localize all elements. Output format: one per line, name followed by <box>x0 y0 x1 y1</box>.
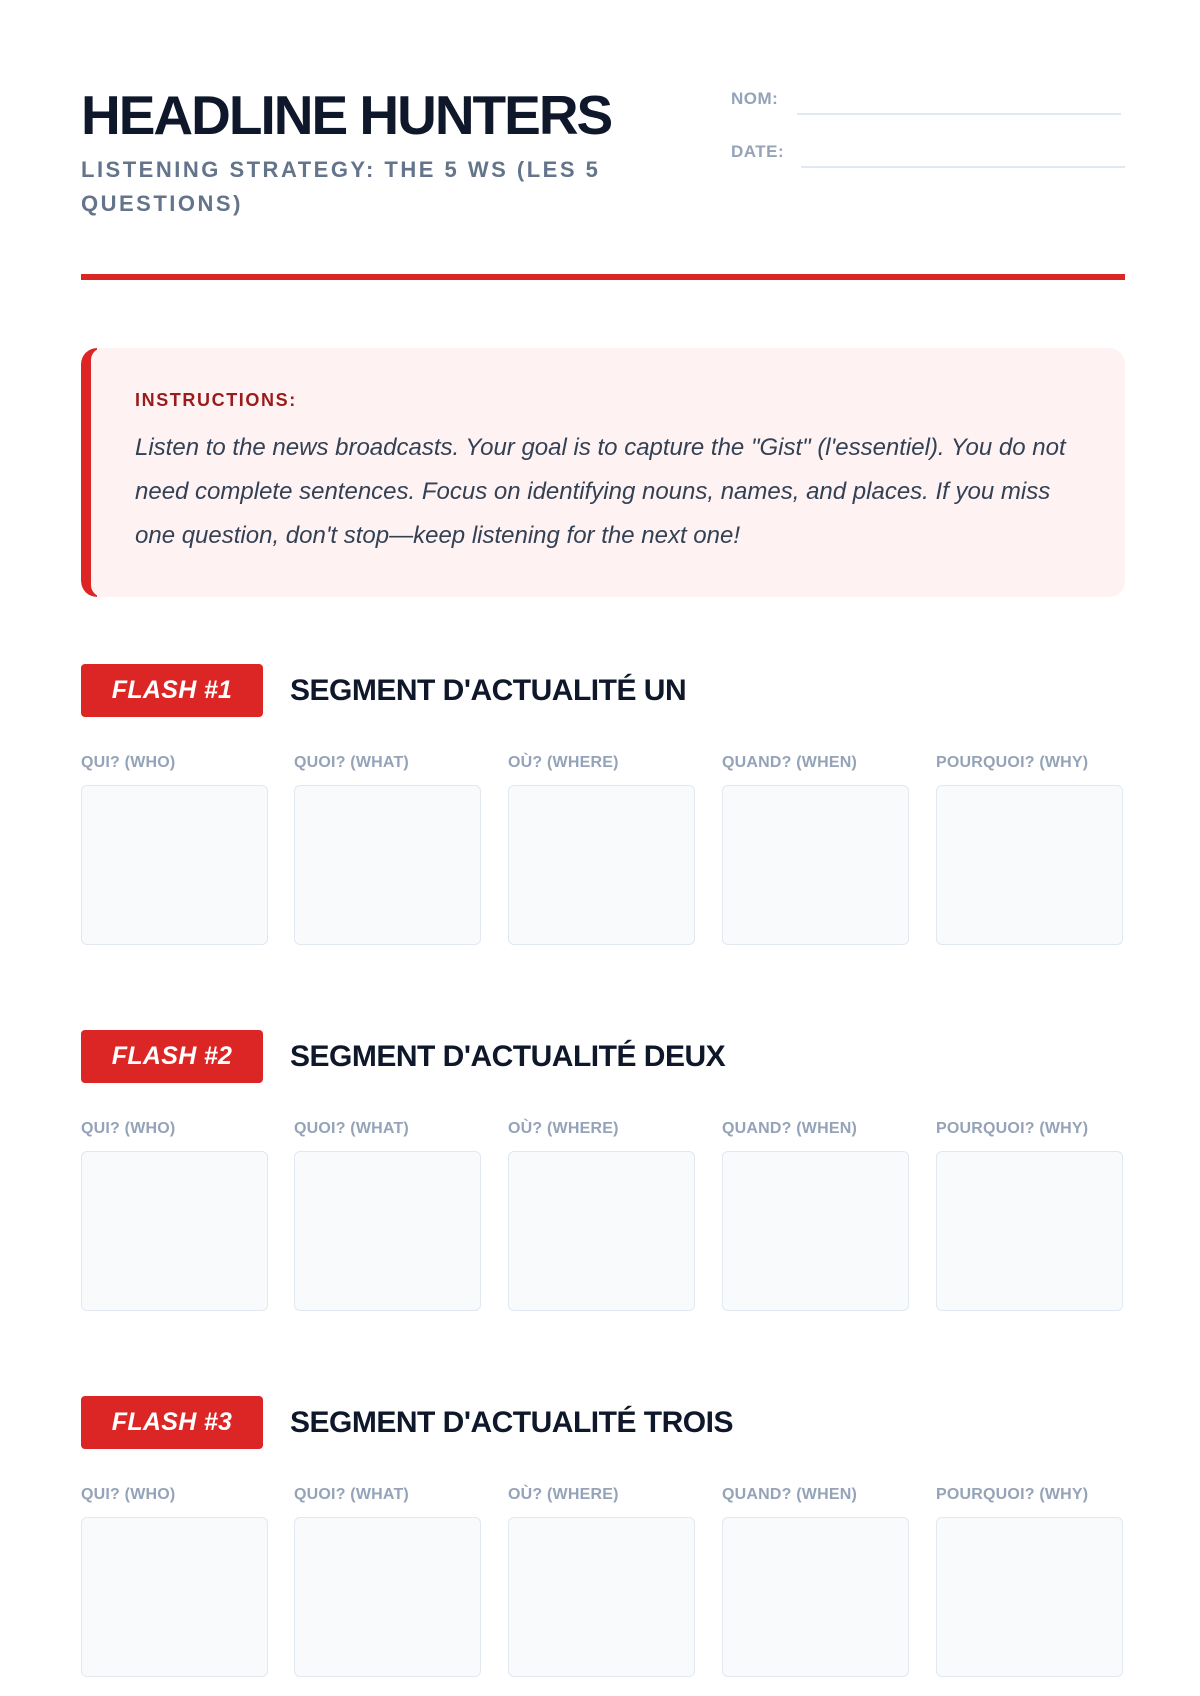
instructions-label: INSTRUCTIONS: <box>135 390 297 410</box>
segment-title: SEGMENT D'ACTUALITÉ TROIS <box>290 1406 733 1439</box>
answer-box-when[interactable] <box>722 785 909 945</box>
instructions-accent-bar <box>81 348 97 597</box>
question-why <box>936 1118 1123 1311</box>
worksheet-header <box>81 85 1125 285</box>
answer-box-why[interactable] <box>936 1517 1123 1677</box>
question-label: POURQUOI? (WHY) <box>936 1486 1089 1503</box>
answer-box-why[interactable] <box>936 1151 1123 1311</box>
answer-box-where[interactable] <box>508 1517 695 1677</box>
segment-title: SEGMENT D'ACTUALITÉ UN <box>290 674 687 707</box>
question-label: POURQUOI? (WHY) <box>936 754 1089 771</box>
question-label: QUAND? (WHEN) <box>722 1120 858 1137</box>
question-label: QUI? (WHO) <box>81 1486 176 1503</box>
instructions-panel <box>81 348 1125 597</box>
question-label: QUI? (WHO) <box>81 1120 176 1137</box>
answer-box-when[interactable] <box>722 1151 909 1311</box>
date-field[interactable] <box>731 138 1125 168</box>
question-label: POURQUOI? (WHY) <box>936 1120 1089 1137</box>
flash-section-2 <box>81 1030 1125 1330</box>
question-why <box>936 752 1123 945</box>
question-who <box>81 1118 268 1311</box>
answer-box-what[interactable] <box>294 1151 481 1311</box>
question-label: QUAND? (WHEN) <box>722 1486 858 1503</box>
question-label: OÙ? (WHERE) <box>508 1486 619 1503</box>
question-what <box>294 1484 481 1677</box>
answer-box-when[interactable] <box>722 1517 909 1677</box>
answer-box-where[interactable] <box>508 785 695 945</box>
answer-box-where[interactable] <box>508 1151 695 1311</box>
question-label: QUAND? (WHEN) <box>722 754 858 771</box>
instructions-text: Listen to the news broadcasts. Your goal is to capture the "Gist" (l'essentiel). You do not need complete sentences. Focus on identifying nouns, names, and places. If you miss one question, don't stop—keep listening for the next one! <box>135 434 1066 549</box>
name-line <box>797 113 1121 115</box>
question-who <box>81 752 268 945</box>
name-label: NOM: <box>731 89 779 108</box>
worksheet-subtitle: LISTENING STRATEGY: THE 5 WS (LES 5 QUESTIONS) <box>81 157 601 216</box>
question-when <box>722 1118 909 1311</box>
question-who <box>81 1484 268 1677</box>
answer-box-who[interactable] <box>81 1151 268 1311</box>
flash-section-1 <box>81 664 1125 964</box>
question-label: QUOI? (WHAT) <box>294 1486 409 1503</box>
worksheet-title: HEADLINE HUNTERS <box>81 84 612 146</box>
question-why <box>936 1484 1123 1677</box>
question-when <box>722 752 909 945</box>
date-line <box>801 166 1125 168</box>
question-label: OÙ? (WHERE) <box>508 754 619 771</box>
answer-box-what[interactable] <box>294 785 481 945</box>
question-where <box>508 1484 695 1677</box>
answer-box-who[interactable] <box>81 1517 268 1677</box>
question-what <box>294 1118 481 1311</box>
segment-title: SEGMENT D'ACTUALITÉ DEUX <box>290 1040 726 1073</box>
header-divider <box>81 274 1125 280</box>
name-field[interactable] <box>731 85 1125 115</box>
flash-badge: FLASH #1 <box>81 664 263 717</box>
flash-badge: FLASH #3 <box>81 1396 263 1449</box>
flash-section-3 <box>81 1396 1125 1696</box>
flash-badge: FLASH #2 <box>81 1030 263 1083</box>
question-label: OÙ? (WHERE) <box>508 1120 619 1137</box>
answer-box-what[interactable] <box>294 1517 481 1677</box>
question-label: QUOI? (WHAT) <box>294 754 409 771</box>
question-label: QUI? (WHO) <box>81 754 176 771</box>
question-where <box>508 752 695 945</box>
question-label: QUOI? (WHAT) <box>294 1120 409 1137</box>
question-what <box>294 752 481 945</box>
answer-box-who[interactable] <box>81 785 268 945</box>
date-label: DATE: <box>731 142 785 161</box>
question-where <box>508 1118 695 1311</box>
answer-box-why[interactable] <box>936 785 1123 945</box>
question-when <box>722 1484 909 1677</box>
worksheet-page <box>81 0 1125 1600</box>
